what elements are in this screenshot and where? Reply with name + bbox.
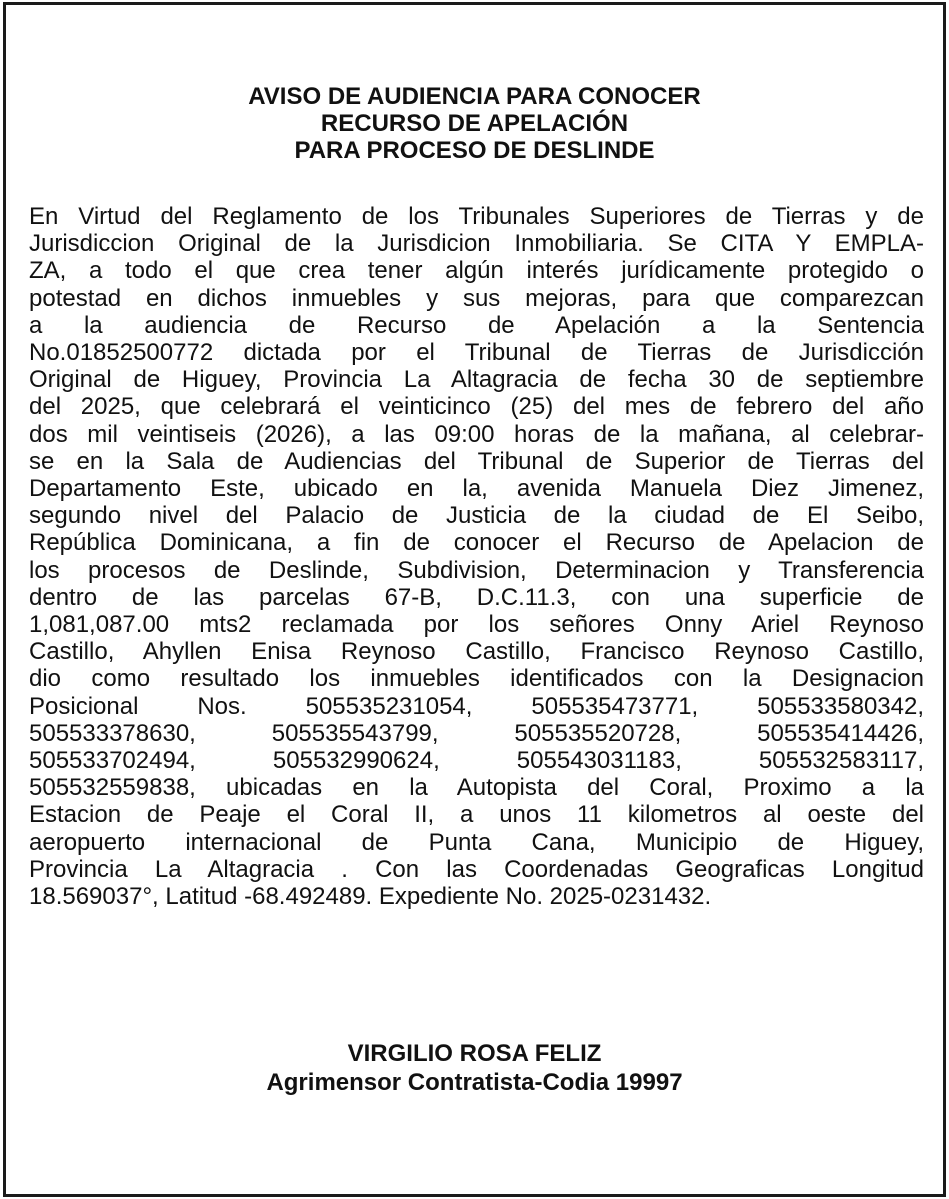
body-line: aeropuerto internacional de Punta Cana, Municipio de Higuey, [29, 828, 924, 856]
body-line: a la audiencia de Recurso de Apelación a la Sentencia [29, 311, 924, 339]
body-line: 505533702494, 505532990624, 505543031183, 505532583117, [29, 747, 924, 775]
notice-title [6, 83, 943, 164]
body-line: Departamento Este, ubicado en la, avenida Manuela Diez Jimenez, [29, 475, 924, 503]
body-line: los procesos de Deslinde, Subdivision, Determinacion y Transferencia [29, 556, 924, 584]
body-line: 18.569037°, Latitud -68.492489. Expediente No. 2025-0231432. [29, 883, 712, 911]
body-line: No.01852500772 dictada por el Tribunal de Tierras de Jurisdicción [29, 339, 924, 367]
body-line: Original de Higuey, Provincia La Altagracia de fecha 30 de septiembre [29, 366, 924, 394]
signatory-name: VIRGILIO ROSA FELIZ [347, 1040, 602, 1067]
body-line: del 2025, que celebrará el veinticinco (25) del mes de febrero del año [29, 393, 924, 421]
body-line: República Dominicana, a fin de conocer el Recurso de Apelacion de [29, 529, 924, 557]
body-line: se en la Sala de Audiencias del Tribunal de Superior de Tierras del [29, 447, 924, 475]
body-line: 505533378630, 505535543799, 505535520728, 505535414426, [29, 719, 924, 747]
body-line: Jurisdiccion Original de la Jurisdicion Inmobiliaria. Se CITA Y EMPLA- [29, 230, 924, 258]
body-line: 505532559838, ubicadas en la Autopista del Coral, Proximo a la [29, 774, 924, 802]
notice-body [29, 203, 924, 910]
title-line-2: RECURSO DE APELACIÓN [320, 110, 629, 137]
body-line: Provincia La Altagracia . Con las Coordenadas Geograficas Longitud [29, 855, 924, 883]
signature-block [6, 1039, 943, 1097]
signatory-role: Agrimensor Contratista-Codia 19997 [266, 1069, 683, 1096]
title-line-1: AVISO DE AUDIENCIA PARA CONOCER [248, 83, 701, 110]
body-line: Posicional Nos. 505535231054, 505535473771, 505533580342, [29, 692, 924, 720]
title-line-3: PARA PROCESO DE DESLINDE [294, 137, 655, 164]
body-line: dio como resultado los inmuebles identificados con la Designacion [29, 665, 924, 693]
body-line: 1,081,087.00 mts2 reclamada por los señores Onny Ariel Reynoso [29, 611, 924, 639]
body-line: ZA, a todo el que crea tener algún interés jurídicamente protegido o [29, 257, 924, 285]
notice-frame [3, 2, 946, 1197]
body-line: Castillo, Ahyllen Enisa Reynoso Castillo, Francisco Reynoso Castillo, [29, 638, 924, 666]
body-line: potestad en dichos inmuebles y sus mejoras, para que comparezcan [29, 284, 924, 312]
body-line: Estacion de Peaje el Coral II, a unos 11 kilometros al oeste del [29, 801, 924, 829]
body-line: segundo nivel del Palacio de Justicia de la ciudad de El Seibo, [29, 502, 924, 530]
body-line: dentro de las parcelas 67-B, D.C.11.3, con una superficie de [29, 583, 924, 611]
body-line: dos mil veintiseis (2026), a las 09:00 horas de la mañana, al celebrar- [29, 420, 924, 448]
body-line: En Virtud del Reglamento de los Tribunales Superiores de Tierras y de [29, 203, 924, 230]
